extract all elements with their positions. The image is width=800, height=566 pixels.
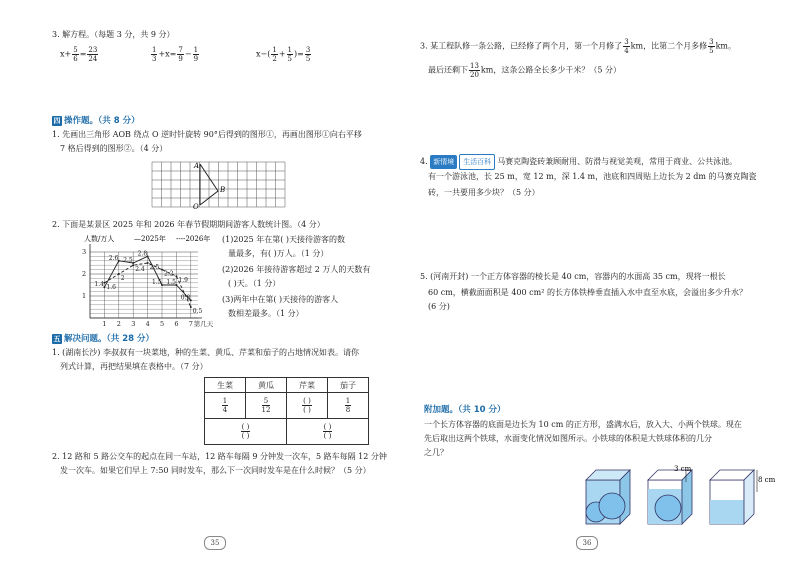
q2-sub2b: ( )天。（1 分） bbox=[228, 279, 281, 288]
r4-text-line1: 4. 新情境 生活百科 马赛克陶瓷砖兼顾耐用、防滑与视觉美观，常用于商业、公共泳池。 bbox=[420, 154, 737, 170]
chart-x-tick-label: 7 bbox=[188, 320, 193, 328]
chart-x-tick-label: 4 bbox=[145, 320, 150, 328]
container-2-small-ball-removed bbox=[648, 465, 692, 524]
chart-x-tick-label: 1 bbox=[102, 320, 107, 328]
chart-y-tick-label: 1 bbox=[82, 292, 87, 300]
chart-point bbox=[175, 275, 177, 277]
figure-label-8cm: 8 cm bbox=[758, 476, 776, 484]
table-cell-lettuce: $\frac{1}{4}$ bbox=[205, 393, 246, 419]
extra-text-line1: 一个长方体容器的底面是边长为 10 cm 的正方形，盛满水后，放入大、小两个铁球。现在 bbox=[424, 420, 742, 429]
chart-x-tick-label: 5 bbox=[160, 320, 165, 328]
q2-sub3: (3)两年中在第( )天接待的游客人 bbox=[222, 295, 339, 304]
table-header-celery: 芹菜 bbox=[287, 378, 328, 393]
extra-text-line3: 之几？ bbox=[424, 448, 448, 457]
page-number-35: 35 bbox=[204, 536, 226, 550]
chart-data-label: 2.5 bbox=[123, 257, 133, 264]
chart-y-axis-label: 人数/万人 bbox=[84, 235, 115, 243]
equation-2: $\frac{1}{3}$ +x= $\frac{7}{9}$ − $\frac{1}{9}$ bbox=[152, 46, 199, 63]
right-page bbox=[400, 0, 800, 566]
q2-text: 2. 下面是某景区 2025 年和 2026 年春节假期期间游客人数统计图。（4 分） bbox=[52, 220, 325, 229]
p1-text-line2: 列式计算，再把结果填在表格中。（7 分） bbox=[60, 362, 208, 371]
chart-x-tick-label: 2 bbox=[116, 320, 121, 328]
chart-data-label: 2.5 bbox=[149, 264, 160, 271]
q1-text-line1: 1. 先画出三角形 AOB 绕点 O 逆时针旋转 90°后得到的图形①，再画出图形①向右平移 bbox=[52, 130, 362, 139]
chart-data-label: 0.5 bbox=[192, 308, 203, 315]
r4-text-line3: 砖，一共要用多少块？（5 分） bbox=[428, 188, 540, 197]
q2-sub2: (2)2026 年接待游客超过 2 万人的天数有 bbox=[222, 265, 371, 274]
chart-x-tick-label: 3 bbox=[131, 320, 136, 328]
label-a: A bbox=[194, 162, 200, 170]
chart-data-label: 2.8 bbox=[137, 250, 148, 258]
table-cell-cucumber: $\frac{5}{12}$ bbox=[246, 393, 287, 419]
extra-text-line2: 先后取出这两个铁球，水面变化情况如图所示。小铁球的体积是大铁球体积的几分 bbox=[424, 434, 712, 443]
crop-area-table bbox=[204, 377, 369, 445]
table-header-cucumber: 黄瓜 bbox=[246, 378, 287, 393]
rotation-grid bbox=[150, 160, 290, 210]
chart-data-label: 1.9 bbox=[178, 277, 188, 285]
section-solve-heading: 五 解决问题。（共 28 分） bbox=[53, 334, 154, 344]
chart-point bbox=[147, 262, 149, 264]
r4-text-line2: 有一个游泳池，长 25 m，宽 12 m，深 1.4 m，池底和四周贴上边长为 2 dm 的马赛克陶瓷 bbox=[428, 172, 757, 181]
chart-data-label: 2 bbox=[120, 275, 125, 282]
q2-sub1b: 量最多，有( )万人。（1 分） bbox=[228, 249, 329, 258]
r5-text-line3: (6 分) bbox=[428, 302, 450, 311]
chart-data-label: 1.6 bbox=[106, 283, 116, 291]
chart-x-tick-label: 6 bbox=[174, 320, 179, 328]
chart-x-axis-label: 第几天 bbox=[193, 320, 214, 328]
chart-legend-2025: —2025年 bbox=[134, 235, 166, 243]
chart-y-tick-label: 3 bbox=[82, 248, 87, 256]
chart-legend-2026: ----2026年 bbox=[176, 235, 211, 243]
chart-point bbox=[161, 269, 163, 271]
chart-y-tick-label: 2 bbox=[82, 270, 87, 278]
tag-life-encyclopedia: 生活百科 bbox=[459, 154, 495, 170]
chart-point bbox=[190, 306, 192, 308]
visitor-line-chart bbox=[76, 232, 216, 332]
table-bottom-right: $\frac{( )}{( )}$ bbox=[287, 419, 369, 445]
page-number-36: 36 bbox=[576, 536, 598, 550]
table-header-lettuce: 生菜 bbox=[205, 378, 246, 393]
r5-text-line1: 5. (河南开封) 一个正方体容器的棱长是 40 cm，容器内的水面高 35 cm，现将一根长 bbox=[420, 272, 726, 281]
table-cell-eggplant: $\frac{1}{8}$ bbox=[328, 393, 369, 419]
chart-point bbox=[132, 264, 134, 266]
water-container-figure bbox=[582, 462, 776, 528]
p1-text-line1: 1. (湖南长沙) 李叔叔有一块菜地，种的生菜、黄瓜、芹菜和茄子的占地情况如表。请你 bbox=[52, 348, 359, 357]
equation-3: x−( $\frac{1}{2}$ + $\frac{1}{5}$ )= $\frac{3}{5}$ bbox=[256, 46, 311, 63]
label-b: B bbox=[220, 186, 226, 194]
equation-1: x+ $\frac{5}{6}$ = $\frac{23}{24}$ bbox=[60, 46, 98, 63]
chart-data-label: 1.4 bbox=[94, 281, 104, 289]
p2-text-line1: 2. 12 路和 5 路公交车的起点在同一车站，12 路车每隔 9 分钟发一次车，5 路车每隔 12 分钟 bbox=[52, 452, 387, 461]
chart-data-label: 1.5 bbox=[152, 279, 162, 286]
chart-point bbox=[118, 273, 120, 275]
label-o: O bbox=[193, 203, 199, 211]
tag-new-context: 新情境 bbox=[430, 155, 457, 169]
chart-data-label: 0.8 bbox=[180, 294, 191, 302]
figure-label-3cm: 3 cm bbox=[674, 465, 692, 473]
extra-question-heading: 附加题。（共 10 分） bbox=[424, 405, 506, 415]
q2-sub1: (1)2025 年在第( )天接待游客的数 bbox=[222, 235, 346, 244]
chart-data-label: 2.2 bbox=[164, 270, 174, 278]
p2-text-line2: 发一次车。如果它们早上 7:50 同时发车，那么下一次同时发车是在什么时候？（5 分） bbox=[60, 466, 371, 475]
q3-title: 3. 解方程。（每题 3 分，共 9 分） bbox=[52, 30, 175, 39]
r3-text-line2: 最后还剩下 $\frac{13}{20}$ km，这条公路全长多少千米？（5 分） bbox=[428, 62, 621, 79]
chart-data-label: 2.4 bbox=[135, 266, 145, 274]
table-cell-celery: $\frac{( )}{( )}$ bbox=[287, 393, 328, 419]
container-1-both-balls bbox=[586, 470, 630, 524]
q1-text-line2: 7 格后得到的图形②。（4 分） bbox=[60, 144, 168, 153]
chart-data-label: 1.5 bbox=[166, 279, 176, 286]
container-3-both-removed bbox=[710, 470, 776, 524]
chart-data-label: 2.6 bbox=[108, 254, 119, 262]
table-header-eggplant: 茄子 bbox=[328, 378, 369, 393]
section-operation-heading: 四 操作题。（共 8 分） bbox=[53, 116, 140, 126]
r5-text-line2: 60 cm，横截面面积是 400 cm² 的长方体铁棒垂直插入水中直至水底，会溢出多少升水？ bbox=[428, 288, 747, 297]
table-bottom-left: $\frac{( )}{( )}$ bbox=[205, 419, 287, 445]
q2-sub3b: 数相差最多。（1 分） bbox=[228, 309, 304, 318]
r3-text-line1: 3. 某工程队修一条公路，已经修了两个月，第一个月修了 $\frac{3}{4}$ km，比第二个月多修 $\frac{3}{5}$ km。 bbox=[420, 38, 736, 55]
